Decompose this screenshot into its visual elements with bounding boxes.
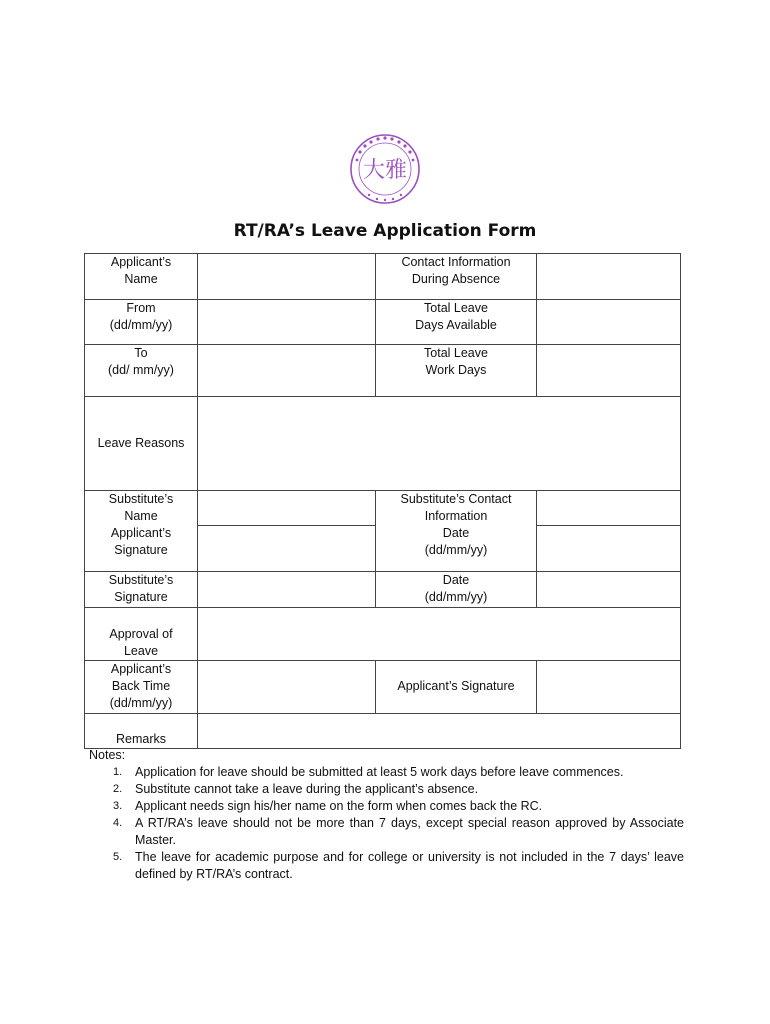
leave-form-table [84, 253, 681, 749]
back-time-field[interactable] [198, 660, 376, 713]
note-item: 4. A RT/RA’s leave should not be more than 7 days, except special reason approved by Associate Master. [113, 816, 684, 847]
svg-text:大雅: 大雅 [362, 158, 408, 183]
note-item: 5. The leave for academic purpose and for college or university is not included in the 7 days’ leave defined by RT/RA’s contract. [113, 850, 684, 881]
contact-info-label: Contact Information During Absence [376, 254, 537, 300]
applicant-name-label: Applicant’s Name [85, 254, 198, 300]
substitute-signature-field[interactable] [198, 571, 376, 607]
date-label-2: Date (dd/mm/yy) [376, 571, 537, 607]
to-date-label: To (dd/ mm/yy) [85, 345, 198, 397]
note-item: 1. Application for leave should be submitted at least 5 work days before leave commences. [113, 765, 624, 779]
substitute-contact-field[interactable] [537, 491, 681, 526]
note-item: 3. Applicant needs sign his/her name on the form when comes back the RC. [113, 799, 543, 813]
applicant-signature-field[interactable] [198, 525, 376, 571]
total-leave-days-label: Total Leave Days Available [376, 300, 537, 345]
total-work-days-field[interactable] [537, 345, 681, 397]
substitute-name-field[interactable] [198, 491, 376, 526]
back-time-label: Applicant’s Back Time (dd/mm/yy) [85, 660, 198, 713]
date-label-1: Date (dd/mm/yy) [376, 525, 537, 571]
form-title: RT/RA’s Leave Application Form [233, 221, 537, 241]
applicant-name-field[interactable] [198, 254, 376, 300]
applicant-signature-field-2[interactable] [537, 660, 681, 713]
substitute-contact-label: Substitute’s Contact Information [376, 491, 537, 526]
contact-info-field[interactable] [537, 254, 681, 300]
substitute-signature-label: Substitute’s Signature [85, 571, 198, 607]
from-date-field[interactable] [198, 300, 376, 345]
remarks-label: Remarks [85, 713, 198, 748]
substitute-name-label: Substitute’s Name [85, 491, 198, 526]
approval-field[interactable] [198, 607, 681, 660]
to-date-field[interactable] [198, 345, 376, 397]
note-item: 2. Substitute cannot take a leave during the applicant’s absence. [113, 782, 479, 796]
leave-reasons-field[interactable] [198, 397, 681, 491]
college-seal-logo [349, 133, 421, 205]
from-date-label: From (dd/mm/yy) [85, 300, 198, 345]
notes-heading: Notes: [89, 748, 126, 762]
remarks-field[interactable] [198, 713, 681, 748]
notes-section [89, 747, 684, 883]
leave-reasons-label: Leave Reasons [85, 397, 198, 491]
approval-label: Approval of Leave [85, 607, 198, 660]
applicant-signature-label: Applicant’s Signature [85, 525, 198, 571]
total-leave-days-field[interactable] [537, 300, 681, 345]
applicant-signature-label-2: Applicant’s Signature [376, 660, 537, 713]
date-field-1[interactable] [537, 525, 681, 571]
total-work-days-label: Total Leave Work Days [376, 345, 537, 397]
date-field-2[interactable] [537, 571, 681, 607]
